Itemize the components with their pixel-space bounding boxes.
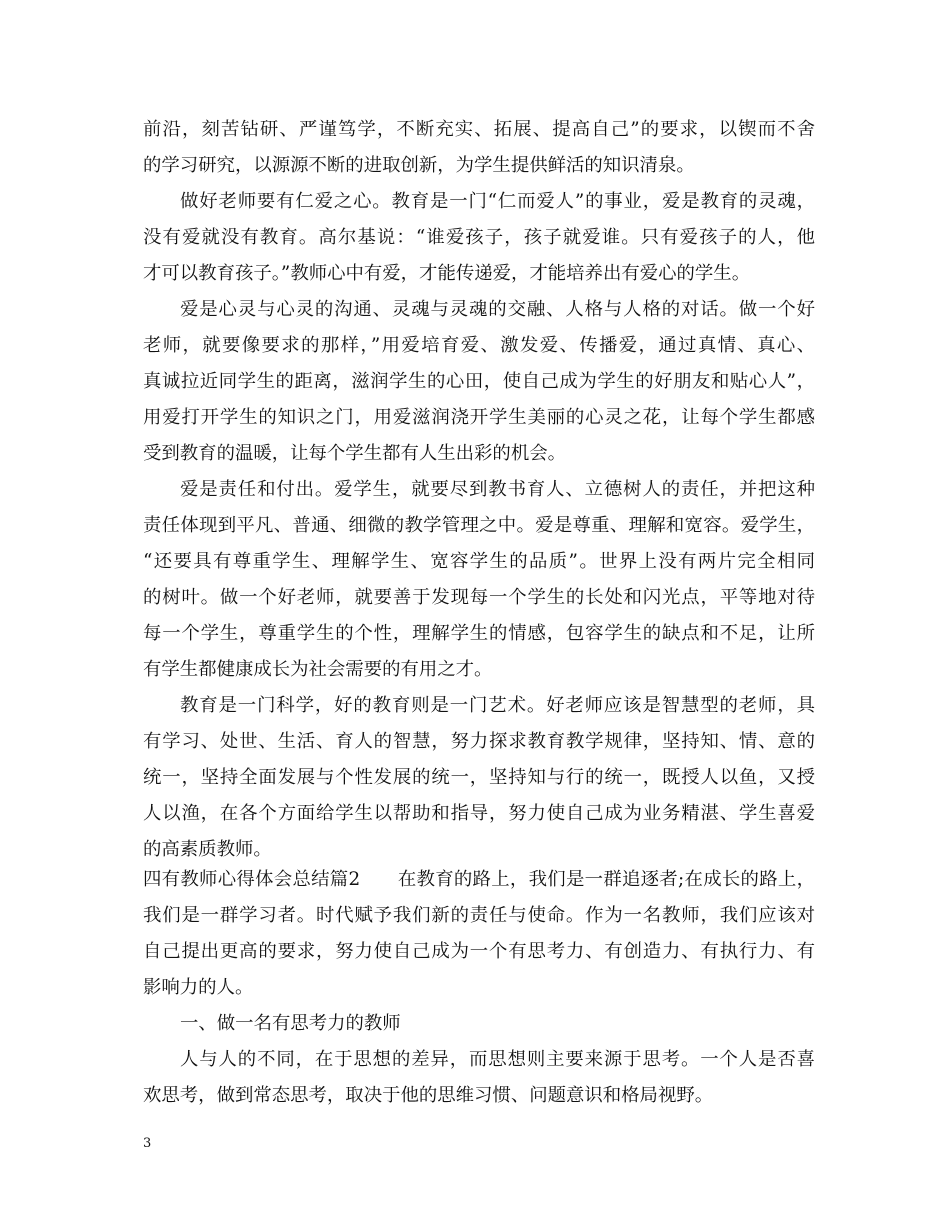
section-heading-line: 四有教师心得体会总结篇2 在教育的路上，我们是一群追逐者;在成长的路上， bbox=[143, 869, 815, 890]
text-line: 统一，坚持全面发展与个性发展的统一，坚持知与行的统一，既授人以鱼，又授 bbox=[143, 767, 815, 788]
text-line: 影响力的人。 bbox=[143, 977, 254, 998]
paragraph-first-line: 人与人的不同，在于思想的差异，而思想则主要来源于思考。一个人是否喜 bbox=[180, 1049, 815, 1070]
paragraph-first-line: 做好老师要有仁爱之心。教育是一门“仁而爱人”的事业，爱是教育的灵魂， bbox=[180, 191, 815, 212]
page-number: 3 bbox=[143, 1136, 152, 1151]
text-line: 每一个学生，尊重学生的个性，理解学生的情感，包容学生的缺点和不足，让所 bbox=[143, 623, 815, 644]
paragraph-first-line: 教育是一门科学，好的教育则是一门艺术。好老师应该是智慧型的老师，具 bbox=[180, 695, 815, 716]
paragraph-first-line: 爱是心灵与心灵的沟通、灵魂与灵魂的交融、人格与人格的对话。做一个好 bbox=[180, 299, 815, 320]
text-line: 有学生都健康成长为社会需要的有用之才。 bbox=[143, 659, 493, 680]
text-line: 真诚拉近同学生的距离，滋润学生的心田，使自己成为学生的好朋友和贴心人”， bbox=[143, 371, 815, 392]
text-line: 受到教育的温暖，让每个学生都有人生出彩的机会。 bbox=[143, 443, 566, 464]
text-line: 的树叶。做一个好老师，就要善于发现每一个学生的长处和闪光点，平等地对待 bbox=[143, 587, 815, 608]
subheading-line: 一、做一名有思考力的教师 bbox=[180, 1013, 401, 1034]
text-line: 人以渔，在各个方面给学生以帮助和指导，努力使自己成为业务精湛、学生喜爱 bbox=[143, 803, 815, 824]
text-line: 欢思考，做到常态思考，取决于他的思维习惯、问题意识和格局视野。 bbox=[143, 1085, 714, 1106]
text-line: 的高素质教师。 bbox=[143, 839, 272, 860]
text-line: 有学习、处世、生活、育人的智慧，努力探求教育教学规律，坚持知、情、意的 bbox=[143, 731, 815, 752]
text-line: 自己提出更高的要求，努力使自己成为一个有思考力、有创造力、有执行力、有 bbox=[143, 941, 815, 962]
text-line: 老师，就要像要求的那样，”用爱培育爱、激发爱、传播爱，通过真情、真心、 bbox=[143, 335, 815, 356]
text-line: 的学习研究，以源源不断的进取创新，为学生提供鲜活的知识清泉。 bbox=[143, 155, 695, 176]
text-line: “还要具有尊重学生、理解学生、宽容学生的品质”。世界上没有两片完全相同 bbox=[143, 551, 815, 572]
paragraph-first-line: 爱是责任和付出。爱学生，就要尽到教书育人、立德树人的责任，并把这种 bbox=[180, 479, 815, 500]
text-line: 才可以教育孩子。”教师心中有爱，才能传递爱，才能培养出有爱心的学生。 bbox=[143, 263, 751, 284]
text-line: 没有爱就没有教育。高尔基说：“谁爱孩子，孩子就爱谁。只有爱孩子的人，他 bbox=[143, 227, 815, 248]
text-line: 责任体现到平凡、普通、细微的教学管理之中。爱是尊重、理解和宽容。爱学生， bbox=[143, 515, 815, 536]
text-line: 前沿，刻苦钻研、严谨笃学，不断充实、拓展、提高自己”的要求，以锲而不舍 bbox=[143, 119, 815, 140]
text-line: 我们是一群学习者。时代赋予我们新的责任与使命。作为一名教师，我们应该对 bbox=[143, 905, 815, 926]
text-line: 用爱打开学生的知识之门，用爱滋润浇开学生美丽的心灵之花，让每个学生都感 bbox=[143, 407, 815, 428]
